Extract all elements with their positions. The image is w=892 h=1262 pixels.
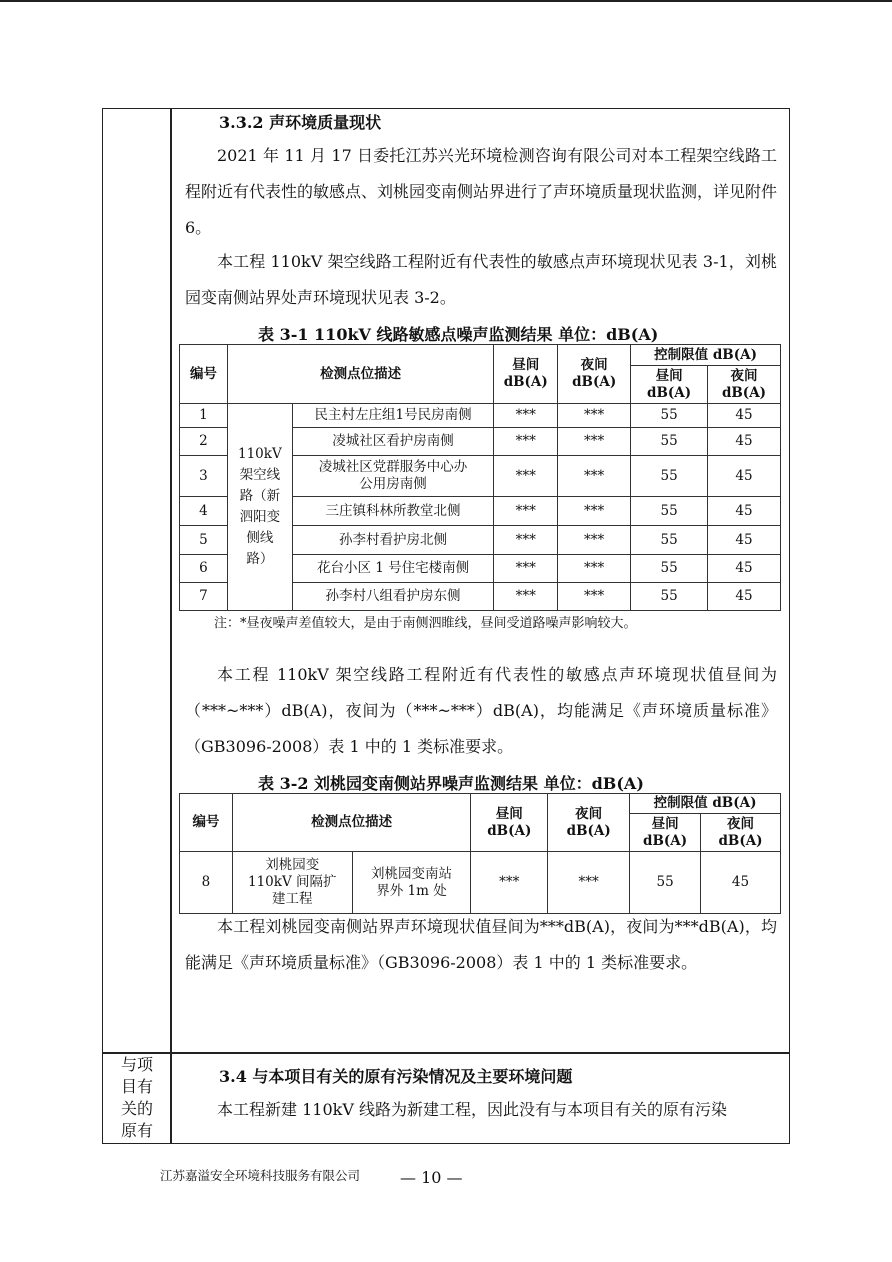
table1-cell-limit-day: 55 xyxy=(631,583,708,611)
table1-cell-night: *** xyxy=(558,428,631,456)
table2-header-day: 昼间 dB(A) xyxy=(471,794,548,852)
table1-cell-limit-night: 45 xyxy=(708,404,781,428)
table1-cell-no: 5 xyxy=(180,526,228,555)
table1-noise-results xyxy=(179,344,781,611)
section-heading-3-4: 3.4 与本项目有关的原有污染情况及主要环境问题 xyxy=(219,1067,573,1086)
table2-cell-day: *** xyxy=(471,852,548,914)
table1-cell-night: *** xyxy=(558,404,631,428)
table1-cell-limit-day: 55 xyxy=(631,497,708,526)
table1-group-label: 110kV 架空线 路（新 泗阳变 侧线 路） xyxy=(227,404,292,611)
paragraph-line-conclusion: 本工程 110kV 架空线路工程附近有代表性的敏感点声环境现状值昼间为（***~***）dB(A)，夜间为（***~***）dB(A)，均能满足《声环境质量标准》（GB3096-2008）表 1 中的 1 类标准要求。 xyxy=(185,665,777,756)
table1-cell-day: *** xyxy=(494,456,558,497)
table2-header-night: 夜间 dB(A) xyxy=(548,794,630,852)
page-number: — 10 — xyxy=(400,1168,463,1187)
table2-group-label: 刘桃园变 110kV 间隔扩 建工程 xyxy=(232,852,352,914)
row-divider xyxy=(102,1052,790,1054)
table1-cell-limit-day: 55 xyxy=(631,404,708,428)
table1-cell-limit-night: 45 xyxy=(708,428,781,456)
table1-header-desc: 检测点位描述 xyxy=(227,345,493,404)
side-label: 与项 目有 关的 原有 xyxy=(120,1055,153,1140)
table2-cell-desc: 刘桃园变南站 界外 1m 处 xyxy=(352,852,471,914)
table1-cell-limit-night: 45 xyxy=(708,583,781,611)
table1-cell-desc: 三庄镇科林所教堂北侧 xyxy=(292,497,493,526)
table1-cell-limit-night: 45 xyxy=(708,497,781,526)
table1-cell-no: 1 xyxy=(180,404,228,428)
table2-noise-results xyxy=(179,793,781,914)
table1-cell-limit-day: 55 xyxy=(631,555,708,583)
table1-cell-limit-night: 45 xyxy=(708,555,781,583)
table1-cell-desc: 凌城社区党群服务中心办 公用房南侧 xyxy=(292,456,493,497)
table1-cell-desc: 孙李村看护房北侧 xyxy=(292,526,493,555)
table1-cell-day: *** xyxy=(494,526,558,555)
table1-cell-night: *** xyxy=(558,456,631,497)
table2-cell-limit-night: 45 xyxy=(701,852,781,914)
table1-cell-no: 2 xyxy=(180,428,228,456)
table2-cell-no: 8 xyxy=(180,852,233,914)
paragraph-table-reference: 本工程 110kV 架空线路工程附近有代表性的敏感点声环境现状见表 3-1，刘桃园变南侧站界处声环境现状见表 3-2。 xyxy=(185,252,777,307)
table1-cell-night: *** xyxy=(558,555,631,583)
table1-cell-limit-day: 55 xyxy=(631,428,708,456)
table2-header-no: 编号 xyxy=(180,794,233,852)
section-heading-3-3-2: 3.3.2 声环境质量现状 xyxy=(219,113,382,132)
table1-cell-day: *** xyxy=(494,404,558,428)
table1-cell-day: *** xyxy=(494,583,558,611)
table1-cell-desc: 花台小区 1 号住宅楼南侧 xyxy=(292,555,493,583)
table2-header-limit: 控制限值 dB(A) xyxy=(630,794,781,814)
table1-cell-desc: 民主村左庄组1号民房南侧 xyxy=(292,404,493,428)
table2-header-desc: 检测点位描述 xyxy=(232,794,470,852)
table2-cell-limit-day: 55 xyxy=(630,852,701,914)
table1-caption: 表 3-1 110kV 线路敏感点噪声监测结果 单位：dB(A) xyxy=(258,325,659,344)
table1-cell-night: *** xyxy=(558,526,631,555)
page-top-rule xyxy=(0,0,892,2)
paragraph-monitoring-intro: 2021 年 11 月 17 日委托江苏兴光环境检测咨询有限公司对本工程架空线路工程附近有代表性的敏感点、刘桃园变南侧站界进行了声环境质量现状监测，详见附件 6。 xyxy=(185,146,778,237)
paragraph-station-conclusion: 本工程刘桃园变南侧站界声环境现状值昼间为***dB(A)，夜间为***dB(A)，均能满足《声环境质量标准》（GB3096-2008）表 1 中的 1 类标准要求。 xyxy=(185,917,777,972)
paragraph-existing-pollution: 本工程新建 110kV 线路为新建工程，因此没有与本项目有关的原有污染 xyxy=(217,1100,727,1119)
table1-cell-no: 6 xyxy=(180,555,228,583)
column-divider xyxy=(170,108,172,1144)
table1-header-limit-day: 昼间 dB(A) xyxy=(631,366,708,404)
table1-header-night: 夜间 dB(A) xyxy=(558,345,631,404)
table2-header-limit-night: 夜间 dB(A) xyxy=(701,814,781,852)
table1-header-limit-night: 夜间 dB(A) xyxy=(708,366,781,404)
table1-cell-desc: 孙李村八组看护房东侧 xyxy=(292,583,493,611)
table2-header-limit-day: 昼间 dB(A) xyxy=(630,814,701,852)
table1-cell-desc: 凌城社区看护房南侧 xyxy=(292,428,493,456)
table1-cell-limit-day: 55 xyxy=(631,526,708,555)
table1-header-no: 编号 xyxy=(180,345,228,404)
table2-cell-night: *** xyxy=(548,852,630,914)
table1-cell-no: 7 xyxy=(180,583,228,611)
table2-caption: 表 3-2 刘桃园变南侧站界噪声监测结果 单位：dB(A) xyxy=(258,774,644,793)
table1-cell-limit-day: 55 xyxy=(631,456,708,497)
footer-company: 江苏嘉溢安全环境科技服务有限公司 xyxy=(160,1168,361,1183)
table1-cell-no: 3 xyxy=(180,456,228,497)
table1-cell-day: *** xyxy=(494,497,558,526)
table1-note: 注：*昼夜噪声差值较大，是由于南侧泗睢线，昼间受道路噪声影响较大。 xyxy=(214,616,637,631)
table1-header-day: 昼间 dB(A) xyxy=(494,345,558,404)
table1-cell-day: *** xyxy=(494,428,558,456)
table1-cell-no: 4 xyxy=(180,497,228,526)
table1-cell-night: *** xyxy=(558,497,631,526)
table1-cell-night: *** xyxy=(558,583,631,611)
table1-cell-limit-night: 45 xyxy=(708,456,781,497)
table1-cell-limit-night: 45 xyxy=(708,526,781,555)
table1-header-limit: 控制限值 dB(A) xyxy=(631,345,781,366)
table1-cell-day: *** xyxy=(494,555,558,583)
